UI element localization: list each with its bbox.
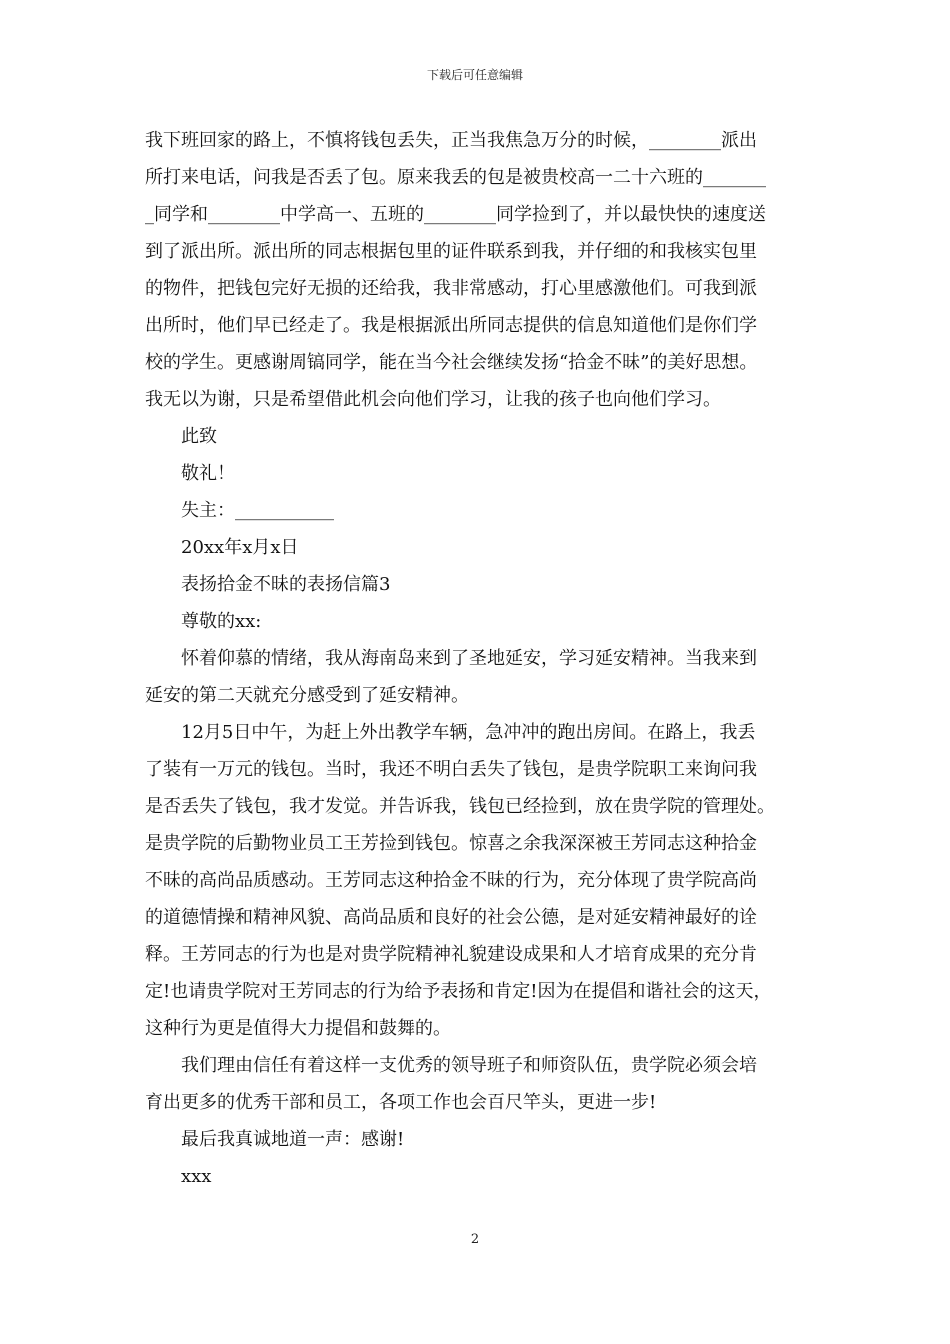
signature-name: xxx (181, 1166, 212, 1187)
closing-regards: 敬礼！ (181, 463, 235, 484)
text-line: 育出更多的优秀干部和员工，各项工作也会百尺竿头，更进一步! (145, 1092, 657, 1113)
text-line: 我下班回家的路上，不慎将钱包丢失，正当我焦急万分的时候，________派出 (145, 130, 757, 151)
text-line: 校的学生。更感谢周镐同学，能在当今社会继续发扬“拾金不昧”的美好思想。 (145, 352, 758, 373)
text-line: 我无以为谢，只是希望借此机会向他们学习，让我的孩子也向他们学习。 (145, 389, 721, 410)
text-line: 我们理由信任有着这样一支优秀的领导班子和师资队伍，贵学院必须会培 (181, 1055, 757, 1076)
date-line: 20xx年x月x日 (181, 537, 299, 558)
text-line: 这种行为更是值得大力提倡和鼓舞的。 (145, 1018, 451, 1039)
text-line: 是贵学院的后勤物业员工王芳捡到钱包。惊喜之余我深深被王芳同志这种拾金 (145, 833, 757, 854)
text-line: 了装有一万元的钱包。当时，我还不明白丢失了钱包，是贵学院职工来询问我 (145, 759, 757, 780)
text-line: 出所时，他们早已经走了。我是根据派出所同志提供的信息知道他们是你们学 (145, 315, 757, 336)
text-line: 怀着仰慕的情绪，我从海南岛来到了圣地延安，学习延安精神。当我来到 (181, 648, 757, 669)
page-header: 下载后可任意编辑 (426, 68, 523, 82)
text-line: _同学和________中学高一、五班的________同学捡到了，并以最快快的速度送 (145, 204, 766, 225)
text-line: 12月5日中午，为赶上外出教学车辆，急冲冲的跑出房间。在路上，我丢 (181, 722, 756, 743)
text-line: 的道德情操和精神风貌、高尚品质和良好的社会公德，是对延安精神最好的诠 (145, 907, 757, 928)
text-line: 最后我真诚地道一声：感谢! (181, 1129, 405, 1150)
text-line: 的物件，把钱包完好无损的还给我，我非常感动，打心里感激他们。可我到派 (145, 278, 757, 299)
text-line: 不昧的高尚品质感动。王芳同志这种拾金不昧的行为，充分体现了贵学院高尚 (145, 870, 757, 891)
text-line: 是否丢失了钱包，我才发觉。并告诉我，钱包已经捡到，放在贵学院的管理处。 (145, 796, 775, 817)
page-number: 2 (470, 1232, 480, 1247)
letter-body (145, 122, 820, 1195)
signature-line: 失主：___________ (181, 500, 334, 521)
text-line: 延安的第二天就充分感受到了延安精神。 (145, 685, 469, 706)
greeting: 尊敬的xx: (181, 611, 262, 632)
section-title: 表扬拾金不昧的表扬信篇3 (181, 574, 391, 595)
text-line: 释。王芳同志的行为也是对贵学院精神礼貌建设成果和人才培育成果的充分肯 (145, 944, 757, 965)
text-line: 定!也请贵学院对王芳同志的行为给予表扬和肯定!因为在提倡和谐社会的这天， (145, 981, 772, 1002)
closing-salutation: 此致 (181, 426, 217, 447)
text-line: 到了派出所。派出所的同志根据包里的证件联系到我，并仔细的和我核实包里 (145, 241, 757, 262)
text-line: 所打来电话，问我是否丢了包。原来我丢的包是被贵校高一二十六班的_______ (145, 167, 766, 188)
